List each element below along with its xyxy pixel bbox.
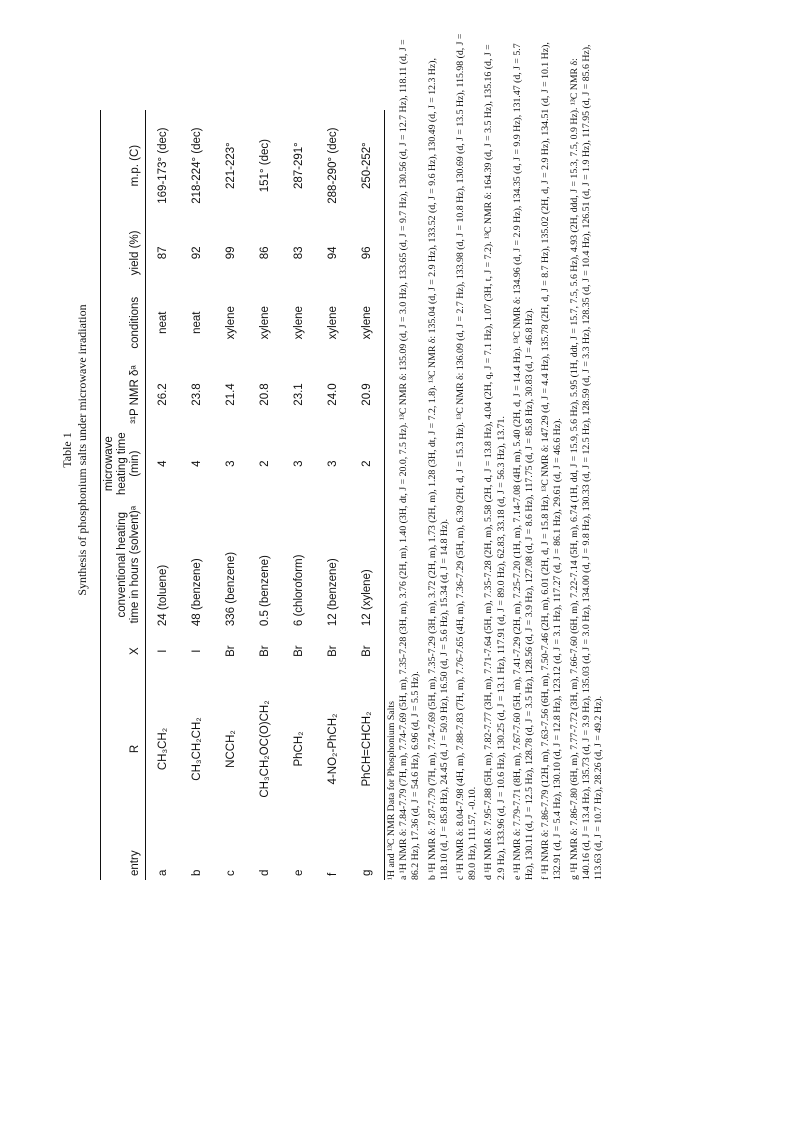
cell-entry: b — [191, 869, 203, 876]
cell-r: NCCH₂ — [225, 730, 237, 768]
cell-conditions: xylene — [327, 306, 339, 340]
table-row — [146, 110, 181, 880]
cell-entry: e — [293, 869, 305, 876]
cell-entry: g — [350, 826, 385, 880]
cell-mp: 151° (dec) — [259, 139, 271, 193]
cell-r: PhCH₂ — [293, 731, 305, 767]
cell-mp: 287-291° — [293, 142, 305, 190]
cell-yield: 83 — [293, 246, 305, 260]
cell-conventional: 0.5 (benzene) — [259, 555, 271, 627]
note-text: ¹H NMR δ: 7.87-7.79 (7H, m), 7.74-7.69 (5H, m), 7.35-7.29 (3H, m), 3.72 (2H, m), 1.73 (2H, m), 1.28 (3H, dt, J = 7.2, 1.8). ¹³C NMR δ: 135.04 (d, J = 2.9 Hz), 133.52 (d, J = 9.6 Hz), 130.49 (d, J = 12.3 Hz), 118.10 (d, J = 85.8 Hz), 24.45 (d, J = 50.9 Hz), 16.50 (d, J = 5.6 Hz), 15.34 (d, J = 14.8 Hz). — [426, 58, 450, 880]
cell-p-nmr: 23.8 — [191, 383, 203, 406]
note-item — [455, 30, 479, 880]
table-caption — [60, 20, 90, 880]
cell-mp: 221-223° — [225, 142, 237, 190]
rotated-page — [60, 20, 740, 880]
note-text: ¹H NMR δ: 7.84-7.79 (7H, m), 7.74-7.69 (5H, m), 7.35-7.28 (3H, m), 3.76 (2H, m), 1.40 (3H, dt, J = 20.0, 7.5 Hz). ¹³C NMR δ: 135.09 (d, J = 3.0 Hz), 133.65 (d, J = 9.7 Hz), 130.56 (d, J = 12.7 Hz), 118.11 (d, J = 86.2 Hz), 17.36 (d, J = 54.6 Hz), 6.96 (d, J = 5.5 Hz). — [398, 39, 422, 880]
note-label: f — [540, 876, 552, 880]
table-row — [180, 110, 214, 880]
table-label: Table 1 — [60, 432, 74, 468]
cell-x: I — [191, 649, 203, 653]
note-label: g — [568, 875, 580, 880]
cell-conditions: neat — [191, 311, 203, 334]
cell-yield: 94 — [327, 246, 339, 260]
cell-conditions: xylene — [225, 306, 237, 340]
cell-x: Br — [225, 645, 237, 657]
table-row — [282, 110, 316, 880]
table-title: Synthesis of phosphonium salts under microwave irradiation — [75, 304, 89, 596]
cell-p-nmr: 21.4 — [225, 383, 237, 406]
cell-conventional: 12 (benzene) — [327, 558, 339, 627]
cell-mp: 169-173° (dec) — [157, 127, 169, 204]
note-text: ¹H NMR δ: 7.86-7.79 (12H, m), 7.63-7.56 (6H, m), 7.50-7.46 (2H, m), 6.01 (2H, d, J = 15.8 Hz). ¹³C NMR δ: 147.29 (d, J = 4.4 Hz), 135.78 (2H, d, J = 8.7 Hz), 135.02 (2H, d, J = 2.9 Hz), 134.51 (d, J = 10.1 Hz), 132.91 (d, J = 5.4 Hz), 130.10 (d, J = 12.8 Hz), 123.12 (d, J = 3.1 Hz), 117.27 (d, J = 86.1 Hz), 29.61 (d, J = 46.6 Hz). — [540, 42, 564, 880]
table-header-row — [101, 110, 146, 880]
cell-yield: 92 — [191, 246, 203, 260]
cell-conditions: xylene — [350, 284, 385, 361]
header-conventional: conventional heating time in hours (solvent)ᵃ — [101, 499, 146, 630]
cell-microwave: 2 — [350, 428, 385, 499]
note-text: ¹H NMR δ: 7.79-7.71 (8H, m), 7.67-7.60 (5H, m), 7.41-7.29 (2H, m), 7.25-7.20 (1H, m), 7.14-7.08 (4H, m), 5.40 (2H, d, J = 14.4 Hz). ¹³C NMR δ: 134.96 (d, J = 2.9 Hz), 134.35 (d, J = 9.9 Hz), 131.47 (d, J = 5.7 Hz), 130.11 (d, J = 12.5 Hz), 128.78 (d, J = 3.5 Hz), 128.56 (d, J = 3.9 Hz), 127.08 (d, J = 8.6 Hz), 117.75 (d, J = 85.8 Hz), 30.83 (d, J = 46.8 Hz). — [511, 43, 536, 880]
note-label: e — [511, 875, 523, 880]
header-conditions: conditions — [101, 284, 146, 361]
note-text: ¹H NMR δ: 7.86-7.80 (6H, m), 7.77-7.72 (3H, m), 7.66-7.60 (6H, m), 7.22-7.14 (5H, m), 6.74 (1H, dd, J = 15.9, 5.6 Hz), 5.95 (1H, ddt, J = 15.7, 7.5, 5.6 Hz), 4.93 (2H, ddd, J = 15.3, 7.5, 0.9 Hz). ¹³C NMR δ: 140.16 (d, J = 13.4 Hz), 135.73 (d, J = 3.9 Hz), 135.03 (d, J = 3.0 Hz), 134.00 (d, J = 9.8 Hz), 130.33 (d, J = 12.5 Hz), 128.59 (d, J = 3.3 Hz), 128.35 (d, J = 10.4 Hz), 126.51 (d, J = 1.9 Hz), 117.95 (d, J = 85.6 Hz), 113.63 (d, J = 10.7 Hz), 28.26 (d, J = 49.2 Hz). — [568, 44, 605, 880]
data-table — [100, 110, 385, 880]
cell-microwave: 3 — [225, 460, 237, 467]
cell-x: Br — [350, 630, 385, 672]
cell-yield: 87 — [157, 246, 169, 260]
cell-conditions: xylene — [259, 306, 271, 340]
cell-p-nmr: 23.1 — [293, 383, 305, 406]
cell-entry: c — [225, 870, 237, 876]
note-text: ¹H NMR δ: 7.95-7.88 (5H, m), 7.82-7.77 (3H, m), 7.71-7.64 (5H, m), 7.35-7.28 (2H, m), 5.58 (2H, d, J = 13.8 Hz), 4.04 (2H, q, J = 7.1 Hz), 1.07 (3H, t, J = 7.2). ¹³C NMR δ: 164.39 (d, J = 3.5 Hz), 135.16 (d, J = 2.9 Hz), 133.96 (d, J = 10.6 Hz), 130.25 (d, J = 13.1 Hz), 117.91 (d, J = 89.0 Hz), 62.83, 33.18 (d, J = 56.3 Hz), 13.71. — [483, 44, 507, 880]
cell-conventional: 336 (benzene) — [225, 551, 237, 627]
cell-conventional: 48 (benzene) — [191, 558, 203, 627]
header-entry: entry — [101, 826, 146, 880]
table-row — [214, 110, 248, 880]
note-label: a — [398, 875, 410, 880]
cell-conventional: 24 (toluene) — [157, 564, 169, 627]
note-item — [427, 30, 451, 880]
cell-conventional: 6 (chloroform) — [293, 554, 305, 627]
cell-mp: 288-290° (dec) — [327, 127, 339, 204]
cell-p-nmr: 26.2 — [157, 383, 169, 406]
header-p-nmr: ³¹P NMR δᵃ — [101, 361, 146, 428]
note-label: c — [455, 875, 467, 880]
note-item — [398, 30, 422, 880]
table-row — [350, 110, 385, 880]
note-label: b — [426, 875, 438, 880]
cell-r: CH₃CH₂ — [157, 727, 169, 771]
cell-yield: 96 — [350, 221, 385, 284]
header-yield: yield (%) — [101, 221, 146, 284]
cell-entry: f — [327, 872, 339, 876]
header-mp: m.p. (C) — [101, 110, 146, 221]
note-item — [512, 30, 536, 880]
note-item — [540, 30, 564, 880]
cell-p-nmr: 20.9 — [350, 361, 385, 428]
cell-r: 4-NO₂-PhCH₂ — [327, 713, 339, 785]
cell-mp: 218-224° (dec) — [191, 127, 203, 204]
nmr-notes — [386, 30, 609, 880]
header-x: X — [101, 630, 146, 672]
cell-mp: 250-252° — [350, 110, 385, 221]
note-item — [569, 30, 606, 880]
cell-conventional: 12 (xylene) — [350, 499, 385, 630]
cell-yield: 99 — [225, 246, 237, 260]
header-r: R — [101, 672, 146, 826]
table-row — [248, 110, 282, 880]
cell-microwave: 4 — [157, 460, 169, 467]
cell-entry: a — [157, 869, 169, 876]
header-microwave: microwave heating time (min) — [101, 428, 146, 499]
notes-heading: ¹H and ¹³C NMR Data for Phosphonium Salts — [386, 701, 397, 880]
cell-x: I — [157, 649, 169, 653]
cell-r: PhCH=CHCH₂ — [350, 672, 385, 826]
table-row — [316, 110, 350, 880]
note-text: ¹H NMR δ: 8.04-7.98 (4H, m), 7.88-7.83 (7H, m), 7.76-7.65 (4H, m), 7.36-7.29 (5H, m), 6.39 (2H, d, J = 15.3 Hz). ¹³C NMR δ: 136.09 (d, J = 2.7 Hz), 133.98 (d, J = 10.8 Hz), 130.69 (d, J = 13.5 Hz), 115.98 (d, J = 89.0 Hz), 111.57, -0.10. — [455, 33, 479, 880]
cell-conditions: neat — [157, 311, 169, 334]
cell-r: CH₃CH₂OC(O)CH₂ — [259, 700, 271, 798]
cell-microwave: 3 — [327, 460, 339, 467]
cell-microwave: 4 — [191, 460, 203, 467]
cell-microwave: 2 — [259, 460, 271, 467]
note-label: d — [483, 875, 495, 880]
cell-p-nmr: 20.8 — [259, 383, 271, 406]
cell-conditions: xylene — [293, 306, 305, 340]
cell-x: Br — [259, 645, 271, 657]
cell-entry: d — [259, 869, 271, 876]
cell-r: CH₃CH₂CH₂ — [191, 717, 203, 781]
cell-yield: 86 — [259, 246, 271, 260]
cell-x: Br — [293, 645, 305, 657]
cell-x: Br — [327, 645, 339, 657]
note-item — [483, 30, 507, 880]
cell-microwave: 3 — [293, 460, 305, 467]
cell-p-nmr: 24.0 — [327, 383, 339, 406]
